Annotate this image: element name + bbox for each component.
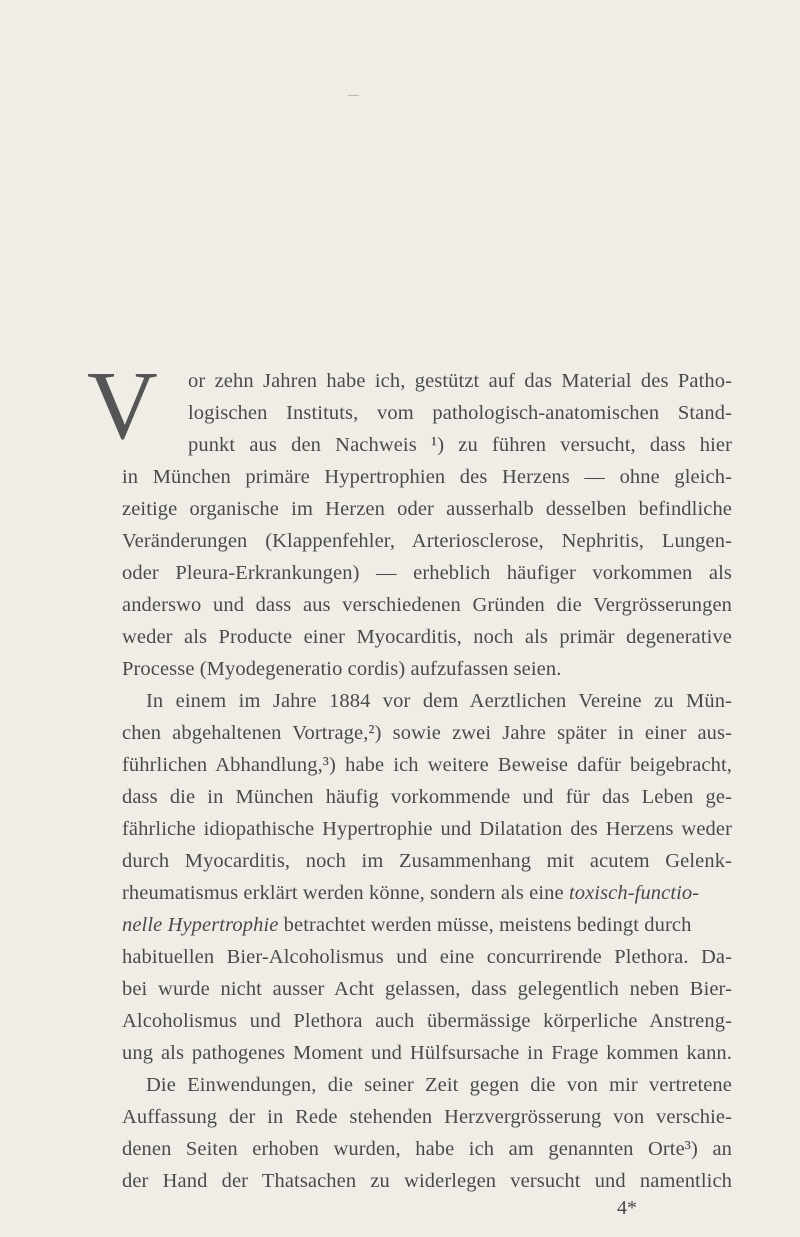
text-line: dass die in München häufig vorkommende und für das Leben ge- [122,786,732,808]
text-line: In einem im Jahre 1884 vor dem Aerztlichen Vereine zu Mün- [146,690,732,712]
text-line: Veränderungen (Klappenfehler, Arteriosclerose, Nephritis, Lungen- [122,530,732,552]
text-line: or zehn Jahren habe ich, gestützt auf das Material des Patho- [188,370,732,392]
text-run: rheumatismus erklärt werden könne, sondern als eine [122,882,569,904]
text-line: punkt aus den Nachweis ¹) zu führen versucht, dass hier [188,434,732,456]
text-line: logischen Instituts, vom pathologisch-anatomischen Stand- [188,402,732,424]
text-line: habituellen Bier-Alcoholismus und eine concurrirende Plethora. Da- [122,946,732,968]
text-line [122,913,732,937]
text-line [122,881,732,905]
text-line: denen Seiten erhoben wurden, habe ich am genannten Orte³) an [122,1138,732,1160]
text-line: führlichen Abhandlung,³) habe ich weitere Beweise dafür beigebracht, [122,754,732,776]
text-line: bei wurde nicht ausser Acht gelassen, dass gelegentlich neben Bier- [122,978,732,1000]
emphasis-run: nelle Hypertrophie [122,914,279,936]
text-line: chen abgehaltenen Vortrage,²) sowie zwei Jahre später in einer aus- [122,722,732,744]
text-line: Die Einwendungen, die seiner Zeit gegen die von mir vertretene [146,1074,732,1096]
text-line: fährliche idiopathische Hypertrophie und Dilatation des Herzens weder [122,818,732,840]
ink-speck: — [348,89,359,101]
text-line: ung als pathogenes Moment und Hülfsursache in Frage kommen kann. [122,1042,732,1064]
text-line: in München primäre Hypertrophien des Herzens — ohne gleich- [122,466,732,488]
text-line: Processe (Myodegeneratio cordis) aufzufassen seien. [122,658,562,680]
text-line: der Hand der Thatsachen zu widerlegen versucht und namentlich [122,1170,732,1192]
text-line: oder Pleura-Erkrankungen) — erheblich häufiger vorkommen als [122,562,732,584]
emphasis-run: toxisch-functio- [568,882,700,904]
drop-capital: V [87,352,158,460]
text-line: Alcoholismus und Plethora auch übermässige körperliche Anstreng- [122,1010,732,1032]
text-line: durch Myocarditis, noch im Zusammenhang mit acutem Gelenk- [122,850,732,872]
text-line: weder als Producte einer Myocarditis, noch als primär degenerative [122,626,732,648]
signature-mark: 4* [617,1197,637,1219]
text-line: anderswo und dass aus verschiedenen Gründen die Vergrösserungen [122,594,732,616]
text-run: betrachtet werden müsse, meistens bedingt durch [278,914,692,936]
text-line: zeitige organische im Herzen oder ausserhalb desselben befindliche [122,498,732,520]
text-line: Auffassung der in Rede stehenden Herzvergrösserung von verschie- [122,1106,732,1128]
